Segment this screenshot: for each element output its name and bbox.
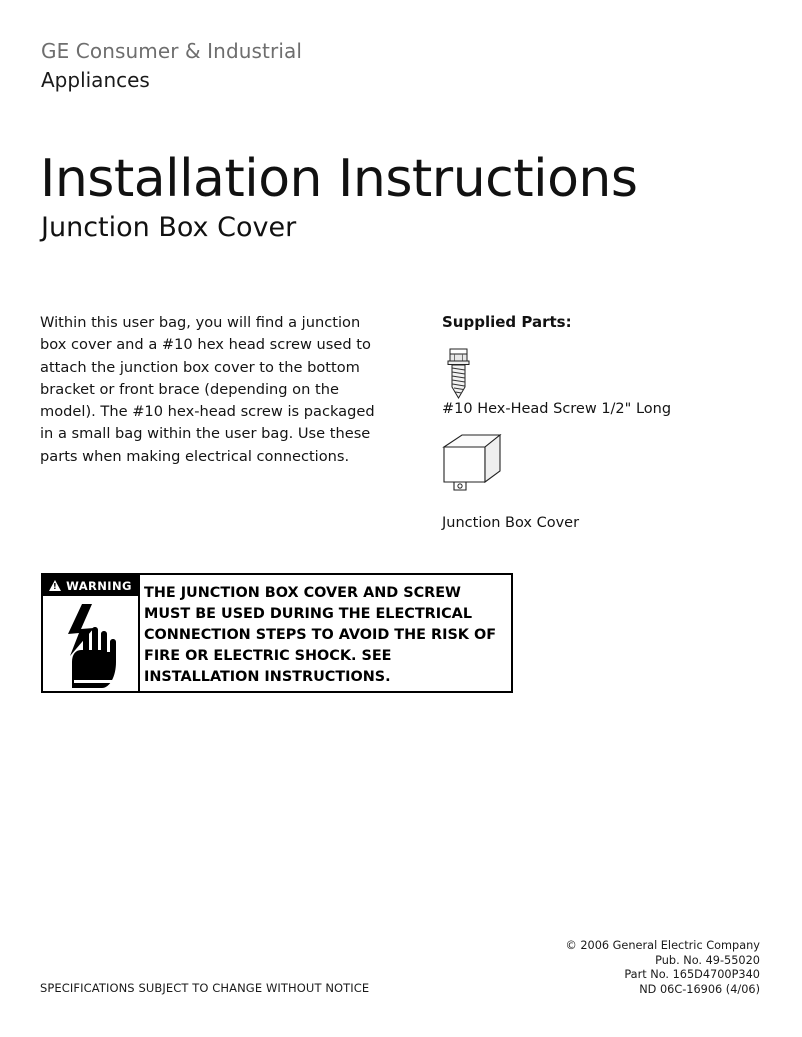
supplied-parts-section (442, 313, 772, 533)
part-caption-screw: #10 Hex-Head Screw 1/2" Long (442, 401, 672, 417)
part-item-screw (442, 347, 772, 419)
warning-box (41, 573, 513, 693)
footer-nd-code: ND 06C-16906 (4/06) (639, 982, 760, 996)
warning-text: THE JUNCTION BOX COVER AND SCREW MUST BE USED DURING THE ELECTRICAL CONNECTION STEPS TO AVOID THE RISK OF FIRE OR ELECTRIC SHOCK. SEE INSTALLATION INSTRUCTIONS. (144, 585, 497, 685)
brand-header (41, 38, 541, 93)
footer-copyright: © 2006 General Electric Company (565, 939, 760, 952)
page-title: Installation Instructions (40, 149, 638, 209)
screw-icon (442, 347, 772, 401)
warning-label: WARNING (66, 578, 132, 593)
brand-line-1: GE Consumer & Industrial (41, 39, 302, 63)
warning-banner (43, 575, 138, 596)
footer-publication-info (565, 939, 760, 997)
footer-pub-number: Pub. No. 49-55020 (655, 953, 760, 967)
warning-triangle-icon (49, 580, 61, 591)
brand-line-2: Appliances (41, 68, 150, 92)
page-subtitle: Junction Box Cover (41, 212, 297, 243)
footer-specifications-note: SPECIFICATIONS SUBJECT TO CHANGE WITHOUT NOTICE (40, 981, 370, 995)
part-caption-cover: Junction Box Cover (442, 515, 580, 531)
part-item-cover (442, 433, 772, 533)
intro-paragraph: Within this user bag, you will find a junction box cover and a #10 hex head screw used to attach the junction box cover to the bottom bracket or front brace (depending on the model). The #10 hex-head screw is packaged in a small bag within the user bag. Use these parts when making electrical connections. (40, 314, 375, 465)
supplied-parts-heading: Supplied Parts: (442, 313, 572, 331)
electric-shock-hand-icon (43, 596, 138, 691)
warning-symbol-panel (43, 575, 140, 691)
junction-box-cover-icon (442, 433, 772, 505)
footer-part-number: Part No. 165D4700P340 (624, 968, 760, 981)
